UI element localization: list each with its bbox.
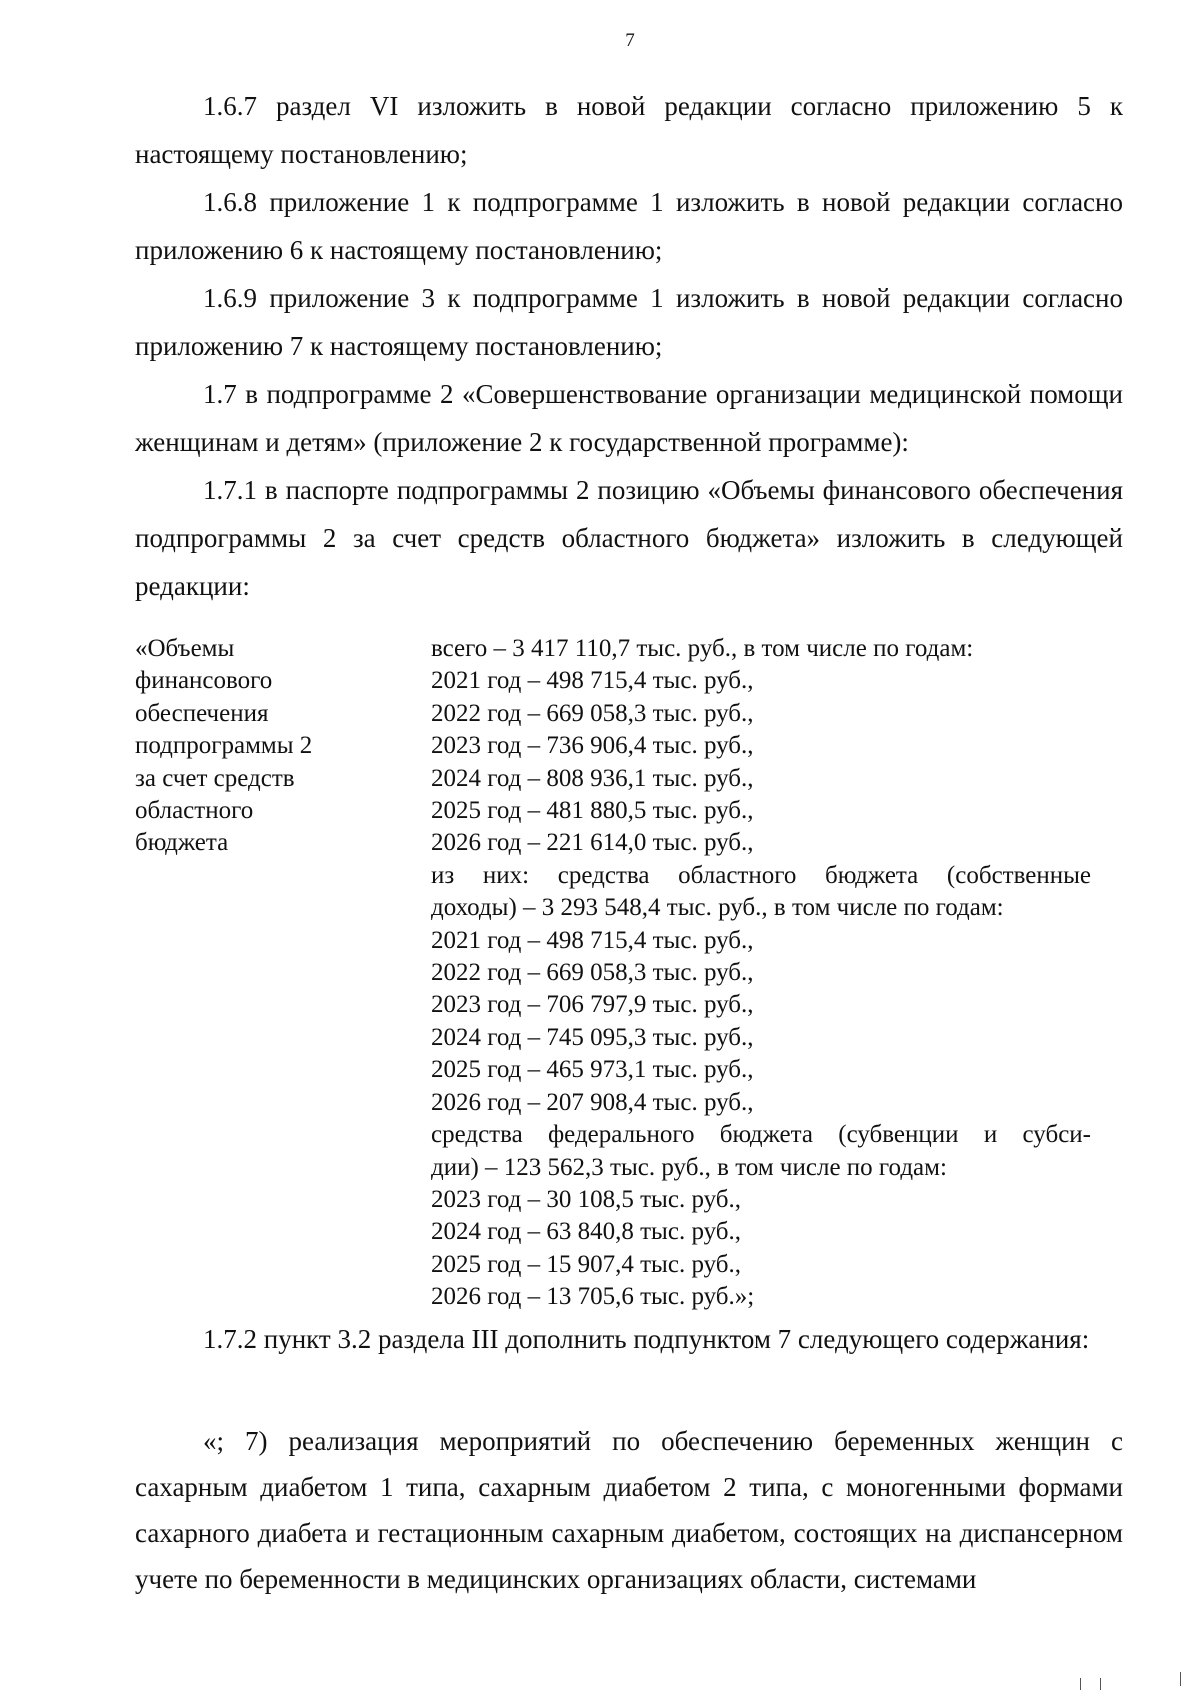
finance-label-line: «Объемы xyxy=(135,635,235,662)
finance-value-line: доходы) – 3 293 548,4 тыс. руб., в том числе по годам: xyxy=(431,894,1004,922)
finance-value-line: 2024 год – 808 936,1 тыс. руб., xyxy=(431,764,754,792)
finance-label-line: за счет средств xyxy=(135,764,295,792)
paragraph-1-6-7: 1.6.7 раздел VI изложить в новой редакции согласно приложению 5 к настоящему постановлению; xyxy=(135,91,1123,169)
finance-value-line: из них: средства областного бюджета (собственные xyxy=(431,861,1091,889)
finance-value-line: всего – 3 417 110,7 тыс. руб., в том числе по годам: xyxy=(431,635,974,662)
paragraph-1-7-1: 1.7.1 в паспорте подпрограммы 2 позицию «Объемы финансового обеспечения подпрограммы 2 за счет средств областного бюджета» изложить в следующей редакции: xyxy=(135,475,1123,601)
finance-label-line: финансового xyxy=(135,667,273,695)
scan-edge-mark xyxy=(1180,1672,1181,1686)
body-text-middle xyxy=(135,1315,1123,1363)
finance-value-line: 2024 год – 745 095,3 тыс. руб., xyxy=(431,1023,754,1051)
paragraph-1-6-9: 1.6.9 приложение 3 к подпрограмме 1 изложить в новой редакции согласно приложению 7 к настоящему постановлению; xyxy=(135,283,1123,361)
page-number: 7 xyxy=(625,30,635,51)
paragraph-1-7-2: 1.7.2 пункт 3.2 раздела III дополнить подпунктом 7 следующего содержания: xyxy=(203,1324,1090,1354)
finance-label xyxy=(135,633,405,860)
finance-value-line: 2026 год – 207 908,4 тыс. руб., xyxy=(431,1088,754,1116)
finance-value-line: 2023 год – 706 797,9 тыс. руб., xyxy=(431,991,754,1019)
finance-label-line: подпрограммы 2 xyxy=(135,732,313,760)
finance-value-line: 2023 год – 736 906,4 тыс. руб., xyxy=(431,732,754,760)
finance-values xyxy=(431,633,1091,1314)
finance-value-line: 2022 год – 669 058,3 тыс. руб., xyxy=(431,959,754,987)
body-text-top xyxy=(135,82,1123,610)
paragraph-subitem-7: «; 7) реализация мероприятий по обеспечению беременных женщин с сахарным диабетом 1 типа, сахарным диабетом 2 типа, с моногенными формами сахарного диабета и гестационным сахарным диабетом, состоящих на диспансерном учете по беременности в медицинских организациях области, системами xyxy=(135,1426,1123,1594)
scan-edge-mark xyxy=(1100,1678,1101,1690)
finance-value-line: 2025 год – 481 880,5 тыс. руб., xyxy=(431,797,754,825)
finance-value-line: 2026 год – 13 705,6 тыс. руб.»; xyxy=(431,1283,755,1311)
finance-value-line: дии) – 123 562,3 тыс. руб., в том числе по годам: xyxy=(431,1153,947,1181)
finance-value-line: средства федерального бюджета (субвенции и субси- xyxy=(431,1121,1091,1149)
finance-value-line: 2023 год – 30 108,5 тыс. руб., xyxy=(431,1185,742,1213)
finance-value-line: 2021 год – 498 715,4 тыс. руб., xyxy=(431,667,754,695)
finance-value-line: 2021 год – 498 715,4 тыс. руб., xyxy=(431,926,754,954)
finance-value-line: 2022 год – 669 058,3 тыс. руб., xyxy=(431,699,754,727)
finance-value-line: 2025 год – 15 907,4 тыс. руб., xyxy=(431,1250,742,1278)
finance-label-line: областного xyxy=(135,797,254,825)
scan-edge-mark xyxy=(1080,1678,1081,1690)
paragraph-1-6-8: 1.6.8 приложение 1 к подпрограмме 1 изложить в новой редакции согласно приложению 6 к настоящему постановлению; xyxy=(135,187,1123,265)
finance-value-line: 2025 год – 465 973,1 тыс. руб., xyxy=(431,1056,754,1084)
finance-value-line: 2024 год – 63 840,8 тыс. руб., xyxy=(431,1218,742,1246)
finance-label-line: обеспечения xyxy=(135,699,269,727)
body-text-bottom xyxy=(135,1418,1123,1602)
finance-label-line: бюджета xyxy=(135,829,229,857)
paragraph-1-7: 1.7 в подпрограмме 2 «Совершенствование организации медицинской помощи женщинам и детям» (приложение 2 к государственной программе): xyxy=(135,379,1123,457)
finance-value-line: 2026 год – 221 614,0 тыс. руб., xyxy=(431,829,754,857)
